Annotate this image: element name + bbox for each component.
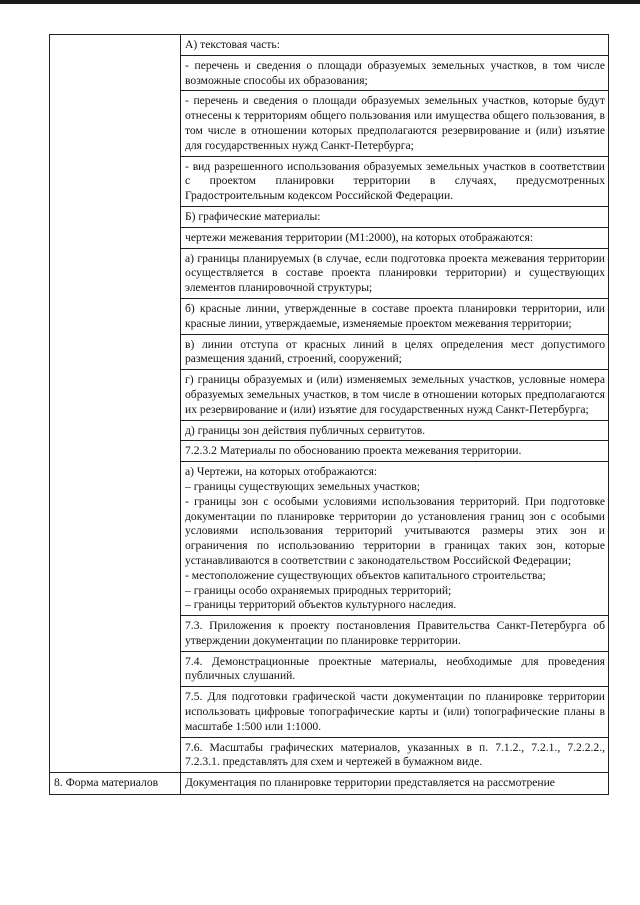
clause-7-4: 7.4. Демонстрационные проектные материалы, необходимые для проведения публичных слушаний. (181, 651, 609, 687)
clause-7-5: 7.5. Для подготовки графической части документации по планировке территории использовать цифровые топографические карты и (или) топографические планы в масштабе 1:500 или 1:1000. (181, 687, 609, 737)
list-item: – границы особо охраняемых природных территорий; (185, 583, 452, 597)
list-item: а) Чертежи, на которых отображаются: (185, 465, 378, 479)
drawings-list (181, 462, 609, 616)
list-item: в) линии отступа от красных линий в целях определения мест допустимого размещения зданий, строений, сооружений; (181, 334, 609, 370)
text-part-heading: А) текстовая часть: (181, 35, 609, 56)
left-column-cell (50, 35, 181, 773)
subsection-heading: 7.2.3.2 Материалы по обоснованию проекта межевания территории. (181, 441, 609, 462)
requirements-table (49, 34, 609, 795)
list-item: г) границы образуемых и (или) изменяемых земельных участков, условные номера образуемых земельных участков, в том числе в отношении которых предполагаются их резервирование и (или) изъятие для государственных нужд Санкт-Петербурга; (181, 370, 609, 420)
list-item: - перечень и сведения о площади образуемых земельных участков, в том числе возможные способы их образования; (181, 55, 609, 91)
list-item: - границы зон с особыми условиями использования территорий. При подготовке документации по планировке территории до установления границ зон с особыми условиями использования территорий учитываются размеры этих зон и ограничения по использованию территории в границах таких зон, которые устанавливаются в соответствии с законодательством Российской Федерации; (185, 494, 605, 567)
list-item: - перечень и сведения о площади образуемых земельных участков, которые будут отнесены к территориям общего пользования или имущества общего пользования, в том числе в отношении которых предполагаются резервирование и (или) изъятие для государственных нужд Санкт-Петербурга; (181, 91, 609, 156)
page-top-edge (0, 0, 640, 4)
clause-7-6: 7.6. Масштабы графических материалов, указанных в п. 7.1.2., 7.2.1., 7.2.2.2., 7.2.3.1. представлять для схем и чертежей в бумажном виде. (181, 737, 609, 773)
section-8-label: 8. Форма материалов (50, 773, 181, 795)
clause-7-3: 7.3. Приложения к проекту постановления Правительства Санкт-Петербурга об утверждении документации по планировке территории. (181, 616, 609, 652)
list-item: – границы существующих земельных участков; (185, 479, 420, 493)
list-item: д) границы зон действия публичных сервитутов. (181, 420, 609, 441)
list-item: а) границы планируемых (в случае, если подготовка проекта межевания территории осуществляется в составе проекта планировки территории) и существующих элементов планировочной структуры; (181, 248, 609, 298)
graphic-part-heading: Б) графические материалы: (181, 206, 609, 227)
table-row (50, 773, 609, 795)
list-item: - местоположение существующих объектов капитального строительства; (185, 568, 546, 582)
list-item: чертежи межевания территории (М1:2000), на которых отображаются: (181, 227, 609, 248)
list-item: б) красные линии, утвержденные в составе проекта планировки территории, или красные линии, утверждаемые, изменяемые проектом межевания территории; (181, 298, 609, 334)
list-item: - вид разрешенного использования образуемых земельных участков в соответствии с проектом планировки территории в случаях, предусмотренных Градостроительным кодексом Российской Федерации. (181, 156, 609, 206)
section-8-text: Документация по планировке территории представляется на рассмотрение (181, 773, 609, 795)
table-row (50, 35, 609, 56)
list-item: – границы территорий объектов культурного наследия. (185, 598, 457, 612)
